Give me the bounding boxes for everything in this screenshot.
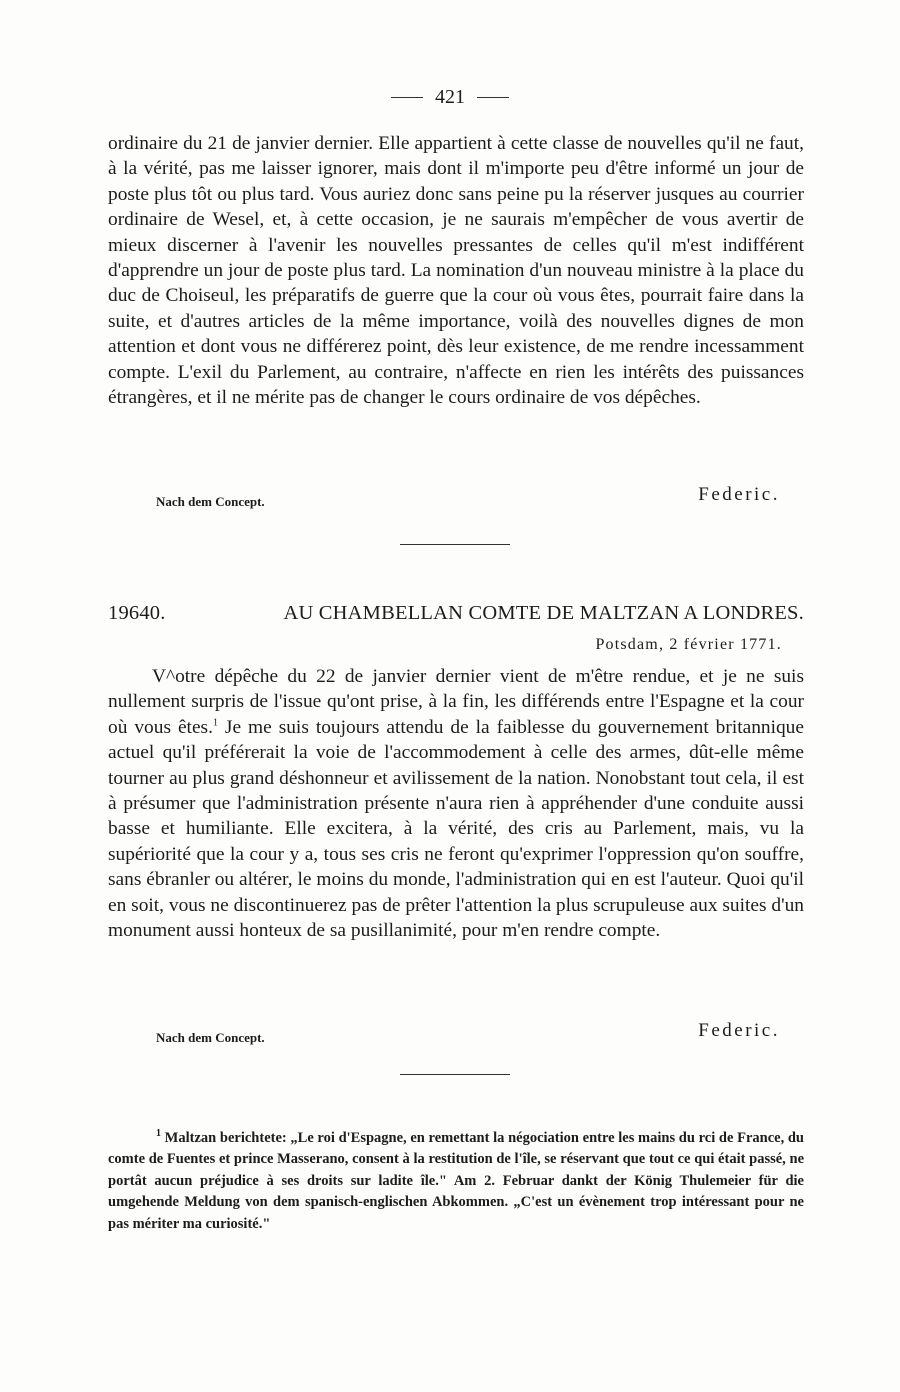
letter-body-part-1: V^otre dépêche du 22 de janvier dernier vient de m'être rendue, et je ne suis nullement surpris de l'issue qu'ont prise, à la fin, les différends entre l'Espagne et la cour où vous êtes. [108,666,804,738]
footnote [108,1128,804,1235]
section-divider [400,544,510,545]
letter-source: Nach dem Concept. [156,1030,265,1045]
footnote-reference: 1 [212,717,218,729]
page-number: 421 [435,86,465,108]
page-header [0,86,900,109]
letter-continuation-source: Nach dem Concept. [156,494,265,509]
footnote-divider [400,1074,510,1075]
letter-continuation-signature: Federic. [698,484,780,505]
letter-number: 19640. [108,602,166,624]
header-rule-right [477,97,509,98]
header-rule-left [391,97,423,98]
letter-body-text [108,664,804,943]
letter-heading [108,602,804,625]
letter-continuation-text: ordinaire du 21 de janvier dernier. Elle appartient à cette classe de nouvelles qu'il ne faut, à la vérité, pas me laisser ignorer, mais dont il m'importe peu d'être informé un jour de poste plus tôt ou plus tard. Vous auriez donc sans peine pu la réserver jusques au courrier ordinaire de Wesel, et, à cette occasion, je ne saurais m'empêcher de vous avertir de mieux discerner à l'avenir les nouvelles pressantes de celles qu'il m'est indifférent d'apprendre un jour de poste plus tard. La nomination d'un nouveau ministre à la place du duc de Choiseul, les préparatifs de guerre que la cour où vous êtes, pourrait faire dans la suite, et d'autres articles de la même importance, voilà des nouvelles dignes de mon attention et dont vous ne différerez point, dès leur existence, de me rendre incessamment compte. L'exil du Parlement, au contraire, n'affecte en rien les intérêts des puissances étrangères, et il ne mérite pas de changer le cours ordinaire de vos dépêches. [108,133,804,409]
letter-signature: Federic. [698,1020,780,1041]
footnote-text: Maltzan berichtete: „Le roi d'Espagne, en remettant la négociation entre les mains du rci de France, du comte de Fuentes et prince Masserano, consent à la restitution de l'île, se réservant que tout ce qui était passé, ne portât aucun préjudice à ses droits sur ladite île." Am 2. Februar dankt der König Thulemeier für die umgehende Meldung von dem spanisch-englischen Abkommen. „C'est un évènement trop intéressant pour ne pas mériter ma curiosité." [108,1130,804,1232]
letter-dateline: Potsdam, 2 février 1771. [595,636,782,653]
letter-body-part-2: Je me suis toujours attendu de la faiblesse du gouvernement britannique actuel qu'il préférerait la voie de l'accommodement à celle des armes, dût-elle même tourner au plus grand déshonneur et avilissement de la nation. Nonobstant tout cela, il est à présumer que l'administration présente n'aura rien à appréhender d'une conduite aussi basse et humiliante. Elle excitera, à la vérité, des cris au Parlement, mais, vu la supériorité que la cour y a, tous ses cris ne feront qu'exprimer l'oppression qu'on souffre, sans ébranler ou altérer, le moins du monde, l'administration qui en est l'auteur. Quoi qu'il en soit, vous ne discontinuerez pas de prêter l'attention la plus scrupuleuse aux suites d'un monument aussi honteux de sa pusillanimité, pour m'en rendre compte. [108,716,804,942]
letter-title: AU CHAMBELLAN COMTE DE MALTZAN A LONDRES. [283,602,804,624]
footnote-marker: 1 [156,1128,161,1140]
